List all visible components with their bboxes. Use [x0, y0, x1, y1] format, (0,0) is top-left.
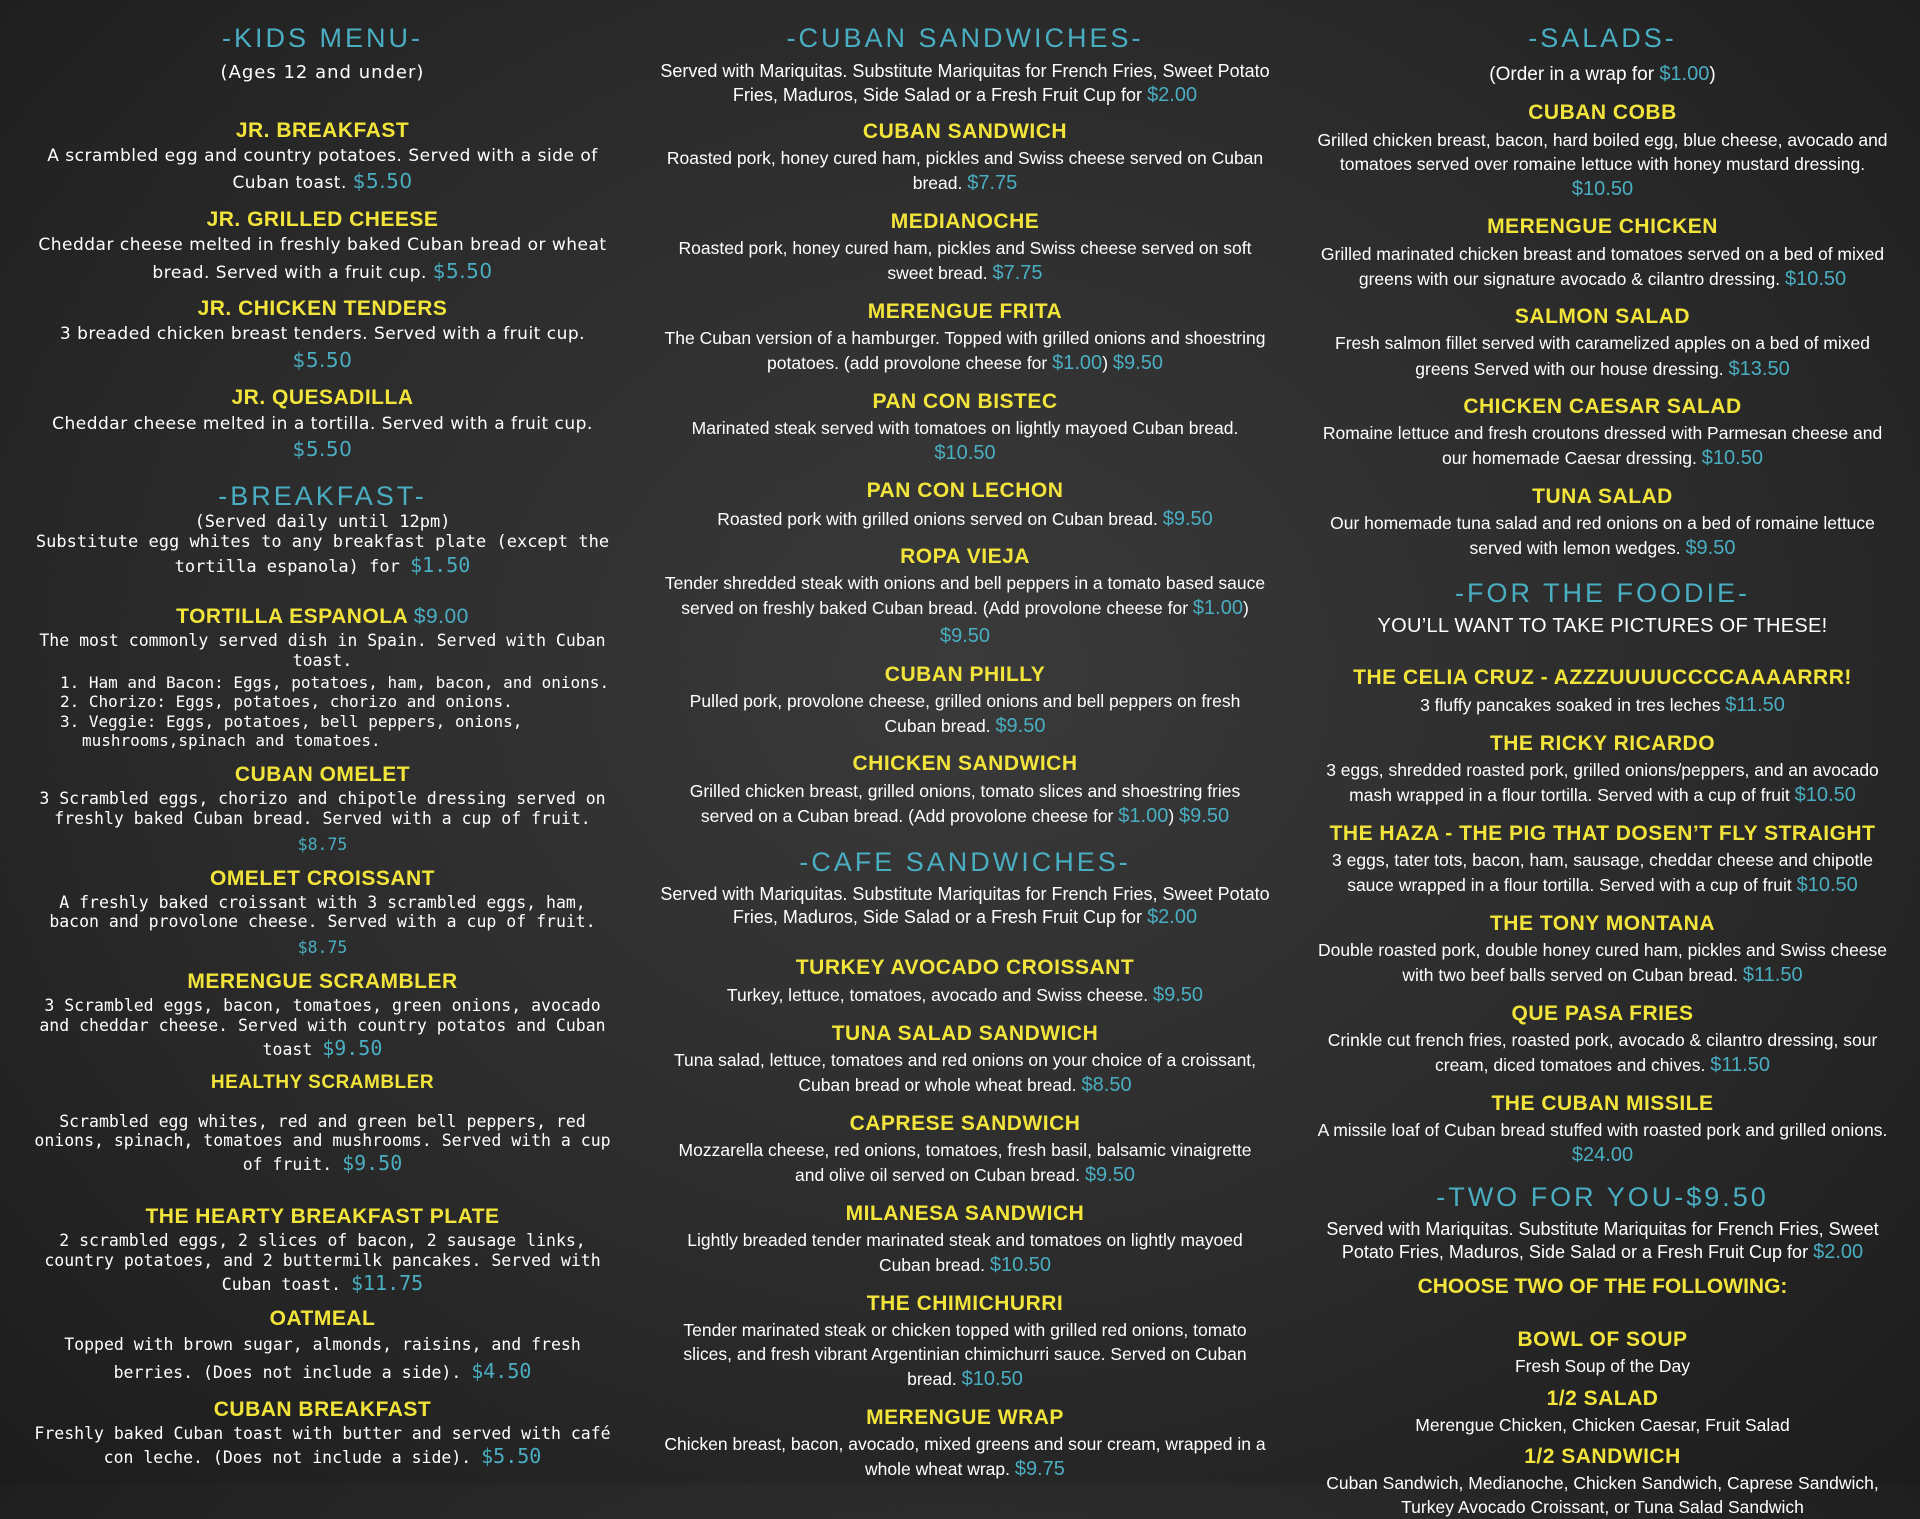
item-name: 1/2 SALAD [1546, 1386, 1659, 1410]
item-price: $10.50 [1571, 177, 1634, 200]
item-desc: A missile loaf of Cuban bread stuffed with roasted pork and grilled onions. $24.00 [1317, 1119, 1888, 1166]
item-name: JR. QUESADILLA [231, 386, 414, 410]
menu-item [1305, 485, 1900, 563]
breakfast-title: -BREAKFAST- [218, 480, 427, 511]
menu-item [1305, 666, 1900, 720]
item-price: $13.50 [1728, 357, 1790, 380]
menu-item [660, 1292, 1270, 1394]
item-name: MERENGUE CHICKEN [1487, 215, 1718, 239]
item-name: CUBAN BREAKFAST [213, 1398, 432, 1422]
item-desc: 3 Scrambled eggs, chorizo and chipotle dressing served on freshly baked Cuban bread. Served with a cup of fruit. [39, 789, 606, 828]
item-price: $8.50 [1081, 1074, 1132, 1097]
cuban-sandwiches-subtitle: Served with Mariquitas. Substitute Mariquitas for French Fries, Sweet Potato Fries, Maduros, Side Salad or a Fresh Fruit Cup for $2.00 [660, 61, 1270, 106]
item-price: $7.75 [967, 172, 1018, 195]
item-name: THE CUBAN MISSILE [1491, 1091, 1714, 1115]
menu-item [30, 1072, 615, 1175]
item-name: TORTILLA ESPANOLA $9.00 [176, 605, 469, 629]
tortilla-options [30, 673, 615, 751]
item-name: MEDIANOCHE [890, 209, 1040, 233]
menu-item [1305, 305, 1900, 383]
item-name: THE RICKY RICARDO [1489, 732, 1716, 756]
menu-item [1305, 395, 1900, 473]
item-desc: Our homemade tuna salad and red onions on a bed of romaine lettuce served with lemon wedges. $9.50 [1330, 513, 1875, 560]
item-price: $5.50 [292, 437, 353, 462]
item-name: CAPRESE SANDWICH [849, 1111, 1081, 1135]
item-desc: Pulled pork, provolone cheese, grilled onions and bell peppers on fresh Cuban bread. $9.50 [689, 690, 1241, 737]
item-price: $9.50 [322, 1035, 383, 1060]
item-desc: The Cuban version of a hamburger. Topped with grilled onions and shoestring potatoes. (add provolone cheese for $1.00) $9.50 [664, 327, 1266, 374]
menu-item [1305, 1445, 1900, 1519]
item-desc: Grilled chicken breast, bacon, hard boiled egg, blue cheese, avocado and tomatoes served over romaine lettuce with honey mustard dressing. $10.50 [1317, 129, 1888, 200]
item-price: $10.50 [1794, 784, 1856, 807]
item-name: CUBAN OMELET [234, 763, 411, 786]
menu-item [30, 208, 615, 285]
menu-item [30, 386, 615, 463]
item-desc: Double roasted pork, double honey cured ham, pickles and Swiss cheese with two beef balls served on Cuban bread. $11.50 [1317, 939, 1888, 987]
item-desc: Roasted pork, honey cured ham, pickles and Swiss cheese served on Cuban bread. $7.75 [666, 148, 1264, 195]
item-price: $7.75 [992, 262, 1043, 285]
item-desc: Grilled chicken breast, grilled onions, tomato slices and shoestring fries served on a Cuban bread. (Add provolone cheese for $1.00) $9.50 [689, 780, 1241, 827]
menu-item [660, 663, 1270, 741]
item-name: THE HAZA - THE PIG THAT DOSEN’T FLY STRAIGHT [1329, 821, 1876, 845]
menu-item [660, 120, 1270, 198]
breakfast-substitute-note: Substitute egg whites to any breakfast plate (except the tortilla espanola) for $1.50 [35, 532, 610, 577]
item-desc: Mozzarella cheese, red onions, tomatoes, fresh basil, balsamic vinaigrette and olive oil served on Cuban bread. $9.50 [678, 1139, 1252, 1187]
item-name: THE CHIMICHURRI [866, 1291, 1064, 1315]
item-desc: Fresh Soup of the Day [1514, 1356, 1691, 1377]
option-item: 3. Veggie: Eggs, potatoes, bell peppers, onions, mushrooms,spinach and tomatoes. [60, 711, 523, 751]
item-name: MILANESA SANDWICH [845, 1201, 1085, 1225]
item-name: OATMEAL [269, 1306, 376, 1330]
menu-item [30, 119, 615, 196]
salads-title: -SALADS- [1528, 23, 1677, 53]
item-name: OMELET CROISSANT [209, 866, 435, 890]
item-name: 1/2 SANDWICH [1524, 1444, 1681, 1468]
item-name: THE HEARTY BREAKFAST PLATE [145, 1205, 500, 1229]
item-price: $9.50 [1179, 804, 1230, 827]
item-desc: 3 breaded chicken breast tenders. Served with a fruit cup. $5.50 [59, 324, 586, 372]
item-price: $8.75 [297, 834, 348, 854]
item-price: $11.75 [350, 1270, 424, 1295]
left-column [30, 22, 615, 1468]
item-desc: Tuna salad, lettuce, tomatoes and red onions on your choice of a croissant, Cuban bread or whole wheat bread. $8.50 [673, 1050, 1257, 1097]
item-price: $9.50 [995, 714, 1046, 737]
item-desc: A scrambled egg and country potatoes. Served with a side of Cuban toast. $5.50 [47, 146, 598, 194]
menu-item [30, 1307, 615, 1386]
item-price: $5.50 [481, 1443, 542, 1468]
item-desc: Chicken breast, bacon, avocado, mixed greens and sour cream, wrapped in a whole wheat wrap. $9.75 [664, 1433, 1266, 1480]
breakfast-section [30, 480, 615, 1468]
item-price: $9.50 [939, 625, 991, 647]
item-name: CHICKEN CAESAR SALAD [1463, 395, 1742, 419]
item-name: JR. BREAKFAST [235, 118, 410, 142]
item-desc: Fresh salmon fillet served with caramelized apples on a bed of mixed greens Served with our house dressing. $13.50 [1335, 333, 1870, 380]
item-price: $10.50 [1784, 267, 1847, 290]
menu-item [1305, 1092, 1900, 1170]
item-price: $9.50 [342, 1151, 403, 1176]
cafe-sandwiches-title: -CAFE SANDWICHES- [799, 847, 1131, 878]
menu-item [660, 1202, 1270, 1280]
item-name: BOWL OF SOUP [1517, 1328, 1688, 1352]
right-column [1305, 22, 1900, 1519]
menu-item [660, 956, 1270, 1010]
item-price: $10.50 [1701, 447, 1763, 470]
foodie-title: -FOR THE FOODIE- [1455, 577, 1750, 608]
item-price: $5.50 [352, 169, 413, 194]
menu-item-tortilla [30, 605, 615, 751]
cuban-sandwiches-title: -CUBAN SANDWICHES- [786, 23, 1144, 53]
item-desc: Merengue Chicken, Chicken Caesar, Fruit Salad [1415, 1414, 1790, 1435]
foodie-subtitle: YOU’LL WANT TO TAKE PICTURES OF THESE! [1377, 615, 1828, 638]
item-desc: Cheddar cheese melted in a tortilla. Served with a fruit cup. $5.50 [52, 413, 593, 462]
item-desc: A freshly baked croissant with 3 scrambled eggs, ham, bacon and provolone cheese. Served with a cup of fruit. [49, 892, 596, 932]
menu-item [30, 867, 615, 959]
item-desc: Tender shredded steak with onions and bell peppers in a tomato based sauce served on freshly baked Cuban bread. (Add provolone cheese for $1.00) $9.50 [664, 573, 1266, 647]
menu-item [1305, 822, 1900, 900]
item-price: $9.50 [1084, 1164, 1135, 1187]
item-name: TUNA SALAD SANDWICH [831, 1021, 1099, 1045]
item-name: CHICKEN SANDWICH [852, 752, 1078, 776]
item-price: $9.50 [1162, 507, 1213, 530]
item-desc: Crinkle cut french fries, roasted pork, avocado & cilantro dressing, sour cream, diced tomatoes and chives. $11.50 [1327, 1029, 1878, 1076]
item-name: THE CELIA CRUZ - AZZZUUUUCCCCAAAARRR! [1353, 666, 1852, 690]
item-price: $9.50 [1153, 984, 1204, 1007]
item-desc: Grilled marinated chicken breast and tomatoes served on a bed of mixed greens with our signature avocado & cilantro dressing. $10.50 [1320, 243, 1885, 290]
item-desc: Romaine lettuce and fresh croutons dressed with Parmesan cheese and our homemade Caesar dressing. $10.50 [1322, 423, 1883, 470]
item-name: PAN CON LECHON [866, 479, 1064, 503]
item-price: $10.50 [961, 1368, 1023, 1391]
item-name: SALMON SALAD [1514, 305, 1691, 329]
menu-item [660, 752, 1270, 830]
item-desc: Cuban Sandwich, Medianoche, Chicken Sandwich, Caprese Sandwich, Turkey Avocado Croissant, or Tuna Salad Sandwich [1326, 1473, 1879, 1518]
item-desc: Roasted pork, honey cured ham, pickles and Swiss cheese served on soft sweet bread. $7.75 [678, 237, 1252, 285]
menu-item [660, 210, 1270, 288]
option-item: 1. Ham and Bacon: Eggs, potatoes, ham, bacon, and onions. [60, 672, 610, 692]
item-price: $11.50 [1742, 964, 1803, 987]
cafe-sandwiches-subtitle: Served with Mariquitas. Substitute Mariquitas for French Fries, Sweet Potato Fries, Maduros, Side Salad or a Fresh Fruit Cup for $2.00 [660, 883, 1270, 929]
menu-item [660, 390, 1270, 468]
breakfast-note: (Served daily until 12pm) [194, 512, 451, 533]
item-name: THE TONY MONTANA [1489, 911, 1715, 935]
item-desc: Roasted pork with grilled onions served on Cuban bread. $9.50 [717, 507, 1213, 530]
item-name: CUBAN COBB [1528, 101, 1677, 125]
item-price: $5.50 [292, 347, 353, 372]
menu-item [660, 1406, 1270, 1484]
item-desc: 3 Scrambled eggs, bacon, tomatoes, green onions, avocado and cheddar cheese. Served with country potatos and Cuban toast $9.50 [39, 996, 606, 1060]
two-for-you-subtitle: Served with Mariquitas. Substitute Mariquitas for French Fries, Sweet Potato Fries, Maduros, Side Salad or a Fresh Fruit Cup for $2.00 [1326, 1218, 1879, 1264]
item-name: HEALTHY SCRAMBLER [210, 1071, 435, 1093]
menu-item [30, 297, 615, 374]
item-desc: Cheddar cheese melted in freshly baked Cuban bread or wheat bread. Served with a fruit cup. $5.50 [38, 235, 607, 283]
item-desc: Turkey, lettuce, tomatoes, avocado and Swiss cheese. $9.50 [726, 984, 1204, 1007]
salads-subtitle: (Order in a wrap for $1.00) [1489, 63, 1716, 86]
item-name: MERENGUE SCRAMBLER [187, 970, 458, 994]
item-name: ROPA VIEJA [900, 545, 1030, 569]
item-price: $4.50 [471, 1359, 532, 1384]
kids-menu-title: -KIDS MENU- [222, 23, 423, 53]
item-price: $9.50 [1112, 351, 1163, 374]
item-name: QUE PASA FRIES [1511, 1001, 1694, 1025]
item-desc: Tender marinated steak or chicken topped with grilled red onions, tomato slices, and fresh vibrant Argentinian chimichurri sauce. Served on Cuban bread. $10.50 [683, 1319, 1247, 1391]
menu-item [30, 970, 615, 1060]
item-price: $9.50 [1685, 537, 1736, 560]
item-desc: Scrambled egg whites, red and green bell peppers, red onions, spinach, tomatoes and mushrooms. Served with a cup of fruit. $9.50 [34, 1111, 611, 1176]
menu-item [30, 1205, 615, 1295]
item-name: MERENGUE WRAP [866, 1405, 1064, 1429]
item-desc: Lightly breaded tender marinated steak and tomatoes on lightly mayoed Cuban bread. $10.50 [687, 1229, 1243, 1276]
menu-item [30, 763, 615, 855]
item-desc: The most commonly served dish in Spain. Served with Cuban toast. [39, 631, 606, 671]
item-price: $9.75 [1014, 1457, 1065, 1480]
item-price: $11.50 [1710, 1053, 1770, 1076]
item-price: $8.75 [297, 938, 348, 958]
item-price: $10.50 [934, 441, 996, 464]
item-price: $11.50 [1725, 694, 1785, 717]
middle-column [660, 22, 1270, 1483]
item-price: $5.50 [432, 258, 493, 283]
item-name: CUBAN PHILLY [884, 662, 1046, 686]
item-desc: 3 eggs, tater tots, bacon, ham, sausage, cheddar cheese and chipotle sauce wrapped in a flour tortilla. Served with a cup of fruit $10.50 [1332, 850, 1873, 897]
item-name: JR. CHICKEN TENDERS [197, 297, 448, 321]
item-price: $10.50 [989, 1254, 1052, 1276]
option-item: 2. Chorizo: Eggs, potatoes, chorizo and onions. [60, 692, 513, 712]
item-desc: Freshly baked Cuban toast with butter and served with café con leche. (Does not include a side). $5.50 [34, 1424, 611, 1468]
menu-item [1305, 1328, 1900, 1378]
menu-item [1305, 1387, 1900, 1437]
menu-item [1305, 215, 1900, 293]
choose-two-heading: CHOOSE TWO OF THE FOLLOWING: [1417, 1275, 1788, 1299]
menu-item [660, 545, 1270, 650]
item-desc: 2 scrambled eggs, 2 slices of bacon, 2 sausage links, country potatoes, and 2 buttermilk pancakes. Served with Cuban toast. $11.75 [44, 1231, 601, 1295]
menu-item [660, 300, 1270, 378]
menu-item [660, 479, 1270, 533]
item-name: PAN CON BISTEC [872, 389, 1058, 413]
menu-item [30, 1398, 615, 1468]
item-desc: Marinated steak served with tomatoes on lightly mayoed Cuban bread. $10.50 [691, 417, 1239, 464]
item-price: $24.00 [1571, 1143, 1634, 1166]
two-for-you-title: -TWO FOR YOU-$9.50 [1436, 1182, 1769, 1213]
item-desc: 3 eggs, shredded roasted pork, grilled onions/peppers, and an avocado mash wrapped in a flour tortilla. Served with a cup of fruit $10.50 [1326, 760, 1879, 807]
menu-item [660, 1022, 1270, 1100]
menu-item [660, 1112, 1270, 1190]
item-name: CUBAN SANDWICH [862, 119, 1068, 143]
item-name: TURKEY AVOCADO CROISSANT [795, 956, 1135, 980]
item-desc: 3 fluffy pancakes soaked in tres leches $11.50 [1420, 694, 1785, 717]
item-desc: Topped with brown sugar, almonds, raisins, and fresh berries. (Does not include a side). $4.50 [64, 1335, 581, 1384]
item-name: TUNA SALAD [1532, 485, 1673, 509]
item-name: MERENGUE FRITA [867, 299, 1063, 323]
menu-item [1305, 912, 1900, 990]
item-name: JR. GRILLED CHEESE [206, 208, 439, 232]
menu-item [1305, 732, 1900, 810]
menu-item [1305, 1002, 1900, 1080]
item-price: $10.50 [1796, 874, 1858, 897]
kids-subtitle: (Ages 12 and under) [220, 62, 425, 84]
menu-item [1305, 101, 1900, 203]
